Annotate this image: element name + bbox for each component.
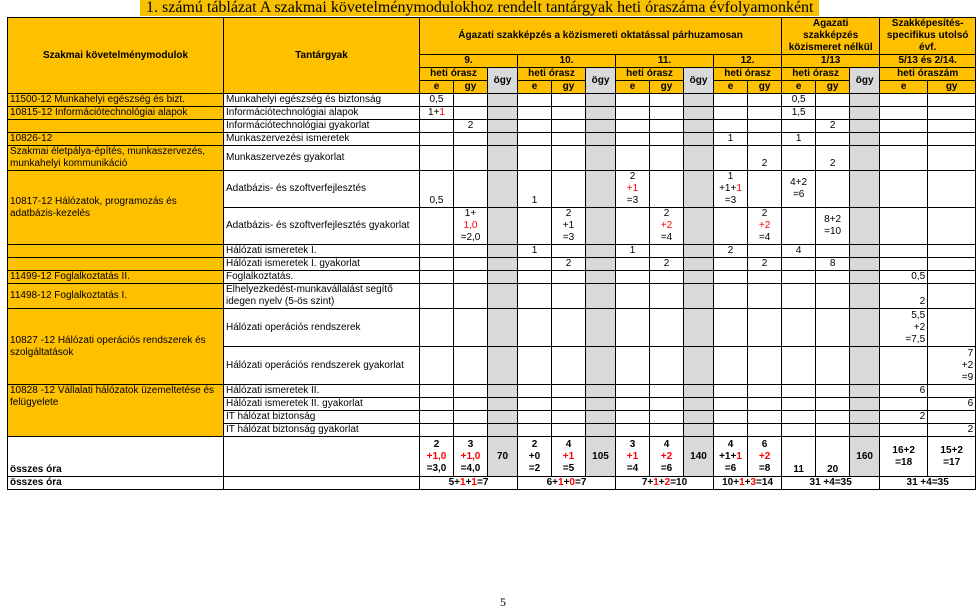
hours-cell: 0,5 [880,271,928,284]
subject-name: IT hálózat biztonság gyakorlat [224,424,420,437]
subject-column-header: Tantárgyak [224,18,420,94]
total-cell: 160 [850,437,880,477]
weekly-hours-12: heti órasz [714,68,782,81]
hours-cell: 6 [928,398,976,411]
final-year-header: Szakképesítés-specifikus utolsó évf. [880,18,976,55]
hours-cell: 1 [518,171,552,208]
table-row [8,309,976,347]
hours-cell: 7 +2 =9 [928,347,976,385]
year-9-header: 9. [420,55,518,68]
theory-13: e [782,81,816,94]
hours-cell: 6 [880,385,928,398]
hours-cell: 1 [782,133,816,146]
year-5-13-header: 5/13 és 2/14. [880,55,976,68]
hours-cell: 0,5 [420,94,454,107]
total-cell: 105 [586,437,616,477]
hours-cell: 2 [650,258,684,271]
hours-cell: 2 [816,146,850,171]
table-row [8,245,976,258]
hours-cell: 1 [714,133,748,146]
page-number: 5 [500,595,506,609]
practice-10: gy [552,81,586,94]
table-row [8,107,976,120]
subject-name: Hálózati ismeretek II. gyakorlat [224,398,420,411]
hours-cell: 5,5 +2 =7,5 [880,309,928,347]
page-title: 1. számú táblázat A szakmai követelménymodulokhoz rendelt tantárgyak heti óraszáma évfolyamonként [140,0,819,16]
subject-name: Hálózati ismeretek II. [224,385,420,398]
total-cell: 16+2 =18 [880,437,928,477]
hours-cell: 1+1 [420,107,454,120]
table-row [8,146,976,171]
module-name: 10826-12 [8,133,224,146]
total-cell: 31 +4=35 [880,477,976,490]
weekly-hours-9: heti órasz [420,68,488,81]
table-row [8,120,976,133]
hours-cell: 1 +1+1 =3 [714,171,748,208]
weekly-hours-10: heti órasz [518,68,586,81]
table-row [8,258,976,271]
hours-cell: 4+2 =6 [782,171,816,208]
total-cell: 70 [488,437,518,477]
practice-13: gy [816,81,850,94]
module-name: 10828 -12 Vállalati hálózatok üzemeltetése és felügyelete [8,385,224,437]
total-cell: 2 +1,0 =3,0 [420,437,454,477]
table-row [8,271,976,284]
hours-cell: 1 [616,245,650,258]
total-cell: 5+1+1=7 [420,477,518,490]
hours-cell: 8+2 =10 [816,208,850,245]
subject-name: IT hálózat biztonság [224,411,420,424]
subject-name: Adatbázis- és szoftverfejlesztés gyakorlat [224,208,420,245]
total-cell: 3 +1,0 =4,0 [454,437,488,477]
total-cell: 4 +1+1 =6 [714,437,748,477]
total-cell: 31 +4=35 [782,477,880,490]
subject-name: Hálózati ismeretek I. gyakorlat [224,258,420,271]
curriculum-table [7,17,976,490]
hours-cell: 0,5 [782,94,816,107]
subject-name: Munkaszervezés gyakorlat [224,146,420,171]
weekly-hours-13: heti órasz [782,68,850,81]
total-cell: 10+1+3=14 [714,477,782,490]
parallel-training-header: Ágazati szakképzés a közismereti oktatással párhuzamosan [420,18,782,55]
hours-cell: 2 +1 =3 [616,171,650,208]
subject-name: Információtechnológiai alapok [224,107,420,120]
hours-cell: 8 [816,258,850,271]
subject-name: Adatbázis- és szoftverfejlesztés [224,171,420,208]
hours-cell: 2 +2 =4 [748,208,782,245]
summer-practice-11: ögy [684,68,714,94]
subject-name: Elhelyezkedést-munkavállalást segítő idegen nyelv (5-ös szint) [224,284,420,309]
total-label: összes óra [8,437,224,477]
year-10-header: 10. [518,55,616,68]
total-cell: 7+1+2=10 [616,477,714,490]
year-11-header: 11. [616,55,714,68]
hours-cell: 1,5 [782,107,816,120]
hours-cell: 2 [552,258,586,271]
table-row [8,94,976,107]
summer-practice-10: ögy [586,68,616,94]
module-name: Szakmai életpálya-építés, munkaszervezés, munkahelyi kommunikáció [8,146,224,171]
total-cell: 140 [684,437,714,477]
hours-cell: 4 [782,245,816,258]
table-row [8,385,976,398]
module-name: 10815-12 Információtechnológiai alapok [8,107,224,120]
total-cell: 4 +2 =6 [650,437,684,477]
practice-final: gy [928,81,976,94]
subject-name: Hálózati operációs rendszerek gyakorlat [224,347,420,385]
total-cell: 15+2 =17 [928,437,976,477]
year-12-header: 12. [714,55,782,68]
table-row [8,133,976,146]
hours-cell: 2 [714,245,748,258]
module-name: 10817-12 Hálózatok, programozás és adatbázis-kezelés [8,171,224,245]
subject-name: Munkaszervezési ismeretek [224,133,420,146]
practice-12: gy [748,81,782,94]
module-name: 11498-12 Foglalkoztatás I. [8,284,224,309]
weekly-hours-11: heti órasz [616,68,684,81]
hours-cell: 2 +2 =4 [650,208,684,245]
hours-cell: 2 [816,120,850,133]
total-label: összes óra [8,477,224,490]
theory-11: e [616,81,650,94]
total-cell: 3 +1 =4 [616,437,650,477]
hours-cell: 1 [518,245,552,258]
module-name: 11500-12 Munkahelyi egészség és bizt. [8,94,224,107]
practice-11: gy [650,81,684,94]
hours-cell: 2 [454,120,488,133]
theory-9: e [420,81,454,94]
summer-practice-9: ögy [488,68,518,94]
total-row [8,477,976,490]
subject-name: Foglalkoztatás. [224,271,420,284]
total-cell: 6+1+0=7 [518,477,616,490]
subject-name: Információtechnológiai gyakorlat [224,120,420,133]
total-cell: 11 [782,437,816,477]
total-row [8,437,976,477]
hours-cell: 0,5 [420,171,454,208]
total-cell: 6 +2 =8 [748,437,782,477]
total-cell: 4 +1 =5 [552,437,586,477]
total-cell: 20 [816,437,850,477]
subject-name: Hálózati operációs rendszerek [224,309,420,347]
hours-cell: 2 [748,258,782,271]
weekly-hours-final: heti óraszám [880,68,976,81]
theory-10: e [518,81,552,94]
total-cell: 2 +0 =2 [518,437,552,477]
practice-9: gy [454,81,488,94]
sector-training-header: Ágazati szakképzés közismeret nélkül [782,18,880,55]
module-name: 10827 -12 Hálózati operációs rendszerek és szolgáltatások [8,309,224,385]
hours-cell: 2 [928,424,976,437]
hours-cell: 2 [880,284,928,309]
theory-12: e [714,81,748,94]
summer-practice-13: ögy [850,68,880,94]
hours-cell: 1+ 1,0 =2,0 [454,208,488,245]
year-1-13-header: 1/13 [782,55,880,68]
hours-cell: 2 [748,146,782,171]
hours-cell: 2 [880,411,928,424]
module-column-header: Szakmai követelménymodulok [8,18,224,94]
module-name: 11499-12 Foglalkoztatás II. [8,271,224,284]
table-row [8,171,976,208]
table-row [8,284,976,309]
subject-name: Hálózati ismeretek I. [224,245,420,258]
subject-name: Munkahelyi egészség és biztonság [224,94,420,107]
hours-cell: 2 +1 =3 [552,208,586,245]
theory-final: e [880,81,928,94]
